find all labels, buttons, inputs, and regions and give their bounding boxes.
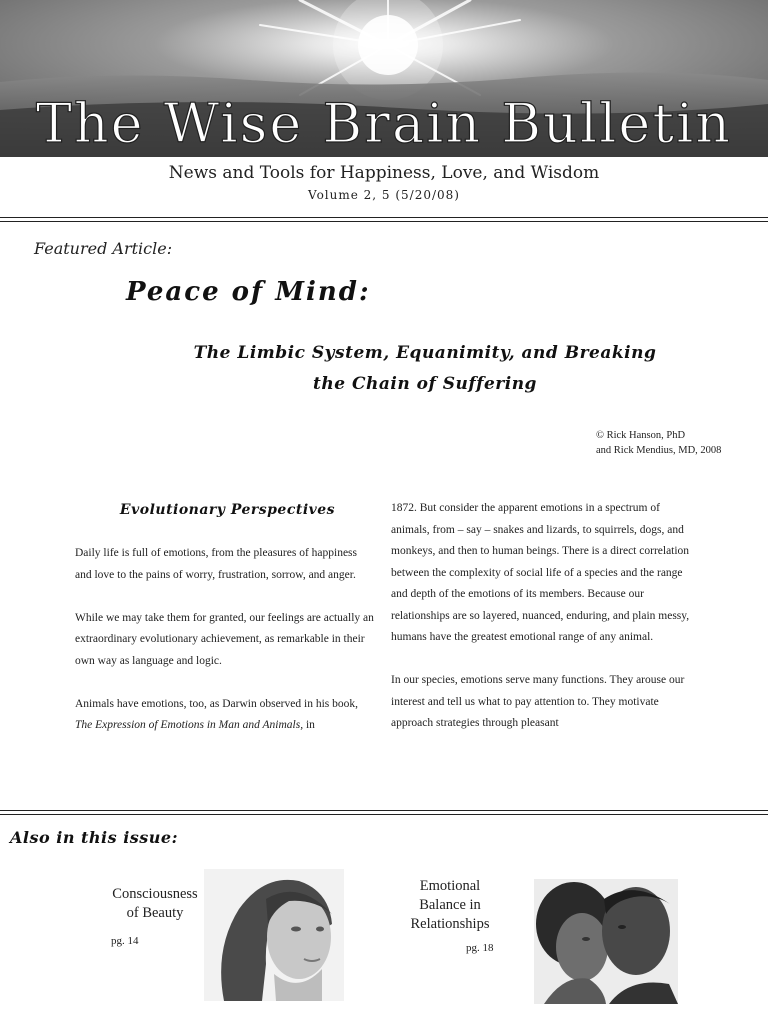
footer-rule-top [0, 810, 768, 811]
author-credit-line1: © Rick Hanson, PhD [596, 430, 686, 441]
featured-label: Featured Article: [34, 239, 173, 258]
paragraph [75, 694, 375, 737]
masthead-tagline: News and Tools for Happiness, Love, and Wisdom [168, 163, 600, 183]
issue-item-title-line: of Beauty [126, 905, 184, 921]
issue-volume: Volume 2, 5 (5/20/08) [308, 188, 460, 202]
paragraph-text: in [303, 719, 315, 731]
masthead-banner [0, 0, 768, 157]
paragraph: In our species, emotions serve many functions. They arouse our interest and tell us what to pay attention to. They motivate approach strategies through pleasant [391, 674, 685, 729]
couple-portrait-photo [534, 879, 678, 1004]
masthead-title: The Wise Brain Bulletin [35, 92, 733, 155]
issue-item-title-line: Relationships [410, 916, 490, 932]
issue-item-title-line: Consciousness [112, 886, 198, 902]
issue-item-title-line: Balance in [419, 897, 481, 913]
header-rule-top [0, 217, 768, 218]
article-subtitle-line1: The Limbic System, Equanimity, and Breaking [193, 343, 657, 363]
issue-item-page: pg. 18 [466, 942, 494, 954]
section-heading: Evolutionary Perspectives [119, 502, 336, 518]
body-column-left [75, 543, 375, 758]
woman-portrait-photo [204, 869, 344, 1001]
paragraph: Daily life is full of emotions, from the pleasures of happiness and love to the pains of worry, frustration, sorrow, and anger. [75, 547, 358, 581]
issue-item-title-line: Emotional [419, 878, 481, 894]
body-column-right [391, 498, 696, 756]
article-title: Peace of Mind: [126, 277, 371, 307]
header-rule-bottom [0, 221, 768, 222]
author-credit-line2: and Rick Mendius, MD, 2008 [596, 445, 722, 456]
paragraph: While we may take them for granted, our feelings are actually an extraordinary evolutionary achievement, as remarkable in their own way as language and logic. [75, 611, 374, 667]
article-subtitle [175, 338, 675, 400]
footer-rule-bottom [0, 814, 768, 815]
article-subtitle-line2: the Chain of Suffering [313, 374, 537, 394]
book-title: The Expression of Emotions in Man and Animals, [75, 719, 304, 731]
paragraph-text: Animals have emotions, too, as Darwin observed in his book, [75, 697, 358, 710]
paragraph: 1872. But consider the apparent emotions in a spectrum of animals, from – say – snakes and lizards, to squirrels, dogs, and monkeys, and then to human beings. There is a direct correlation between the complexity of social life of a species and the range and depth of the emotions of its members. Because our relationships are so layered, nuanced, enduring, and plain messy, humans have the greatest emotional range of any animal. [391, 502, 690, 643]
issue-item-page: pg. 14 [111, 935, 139, 947]
author-credit [596, 428, 721, 458]
also-in-issue-heading: Also in this issue: [10, 828, 179, 847]
issue-item-emotional-balance[interactable] [395, 877, 505, 934]
